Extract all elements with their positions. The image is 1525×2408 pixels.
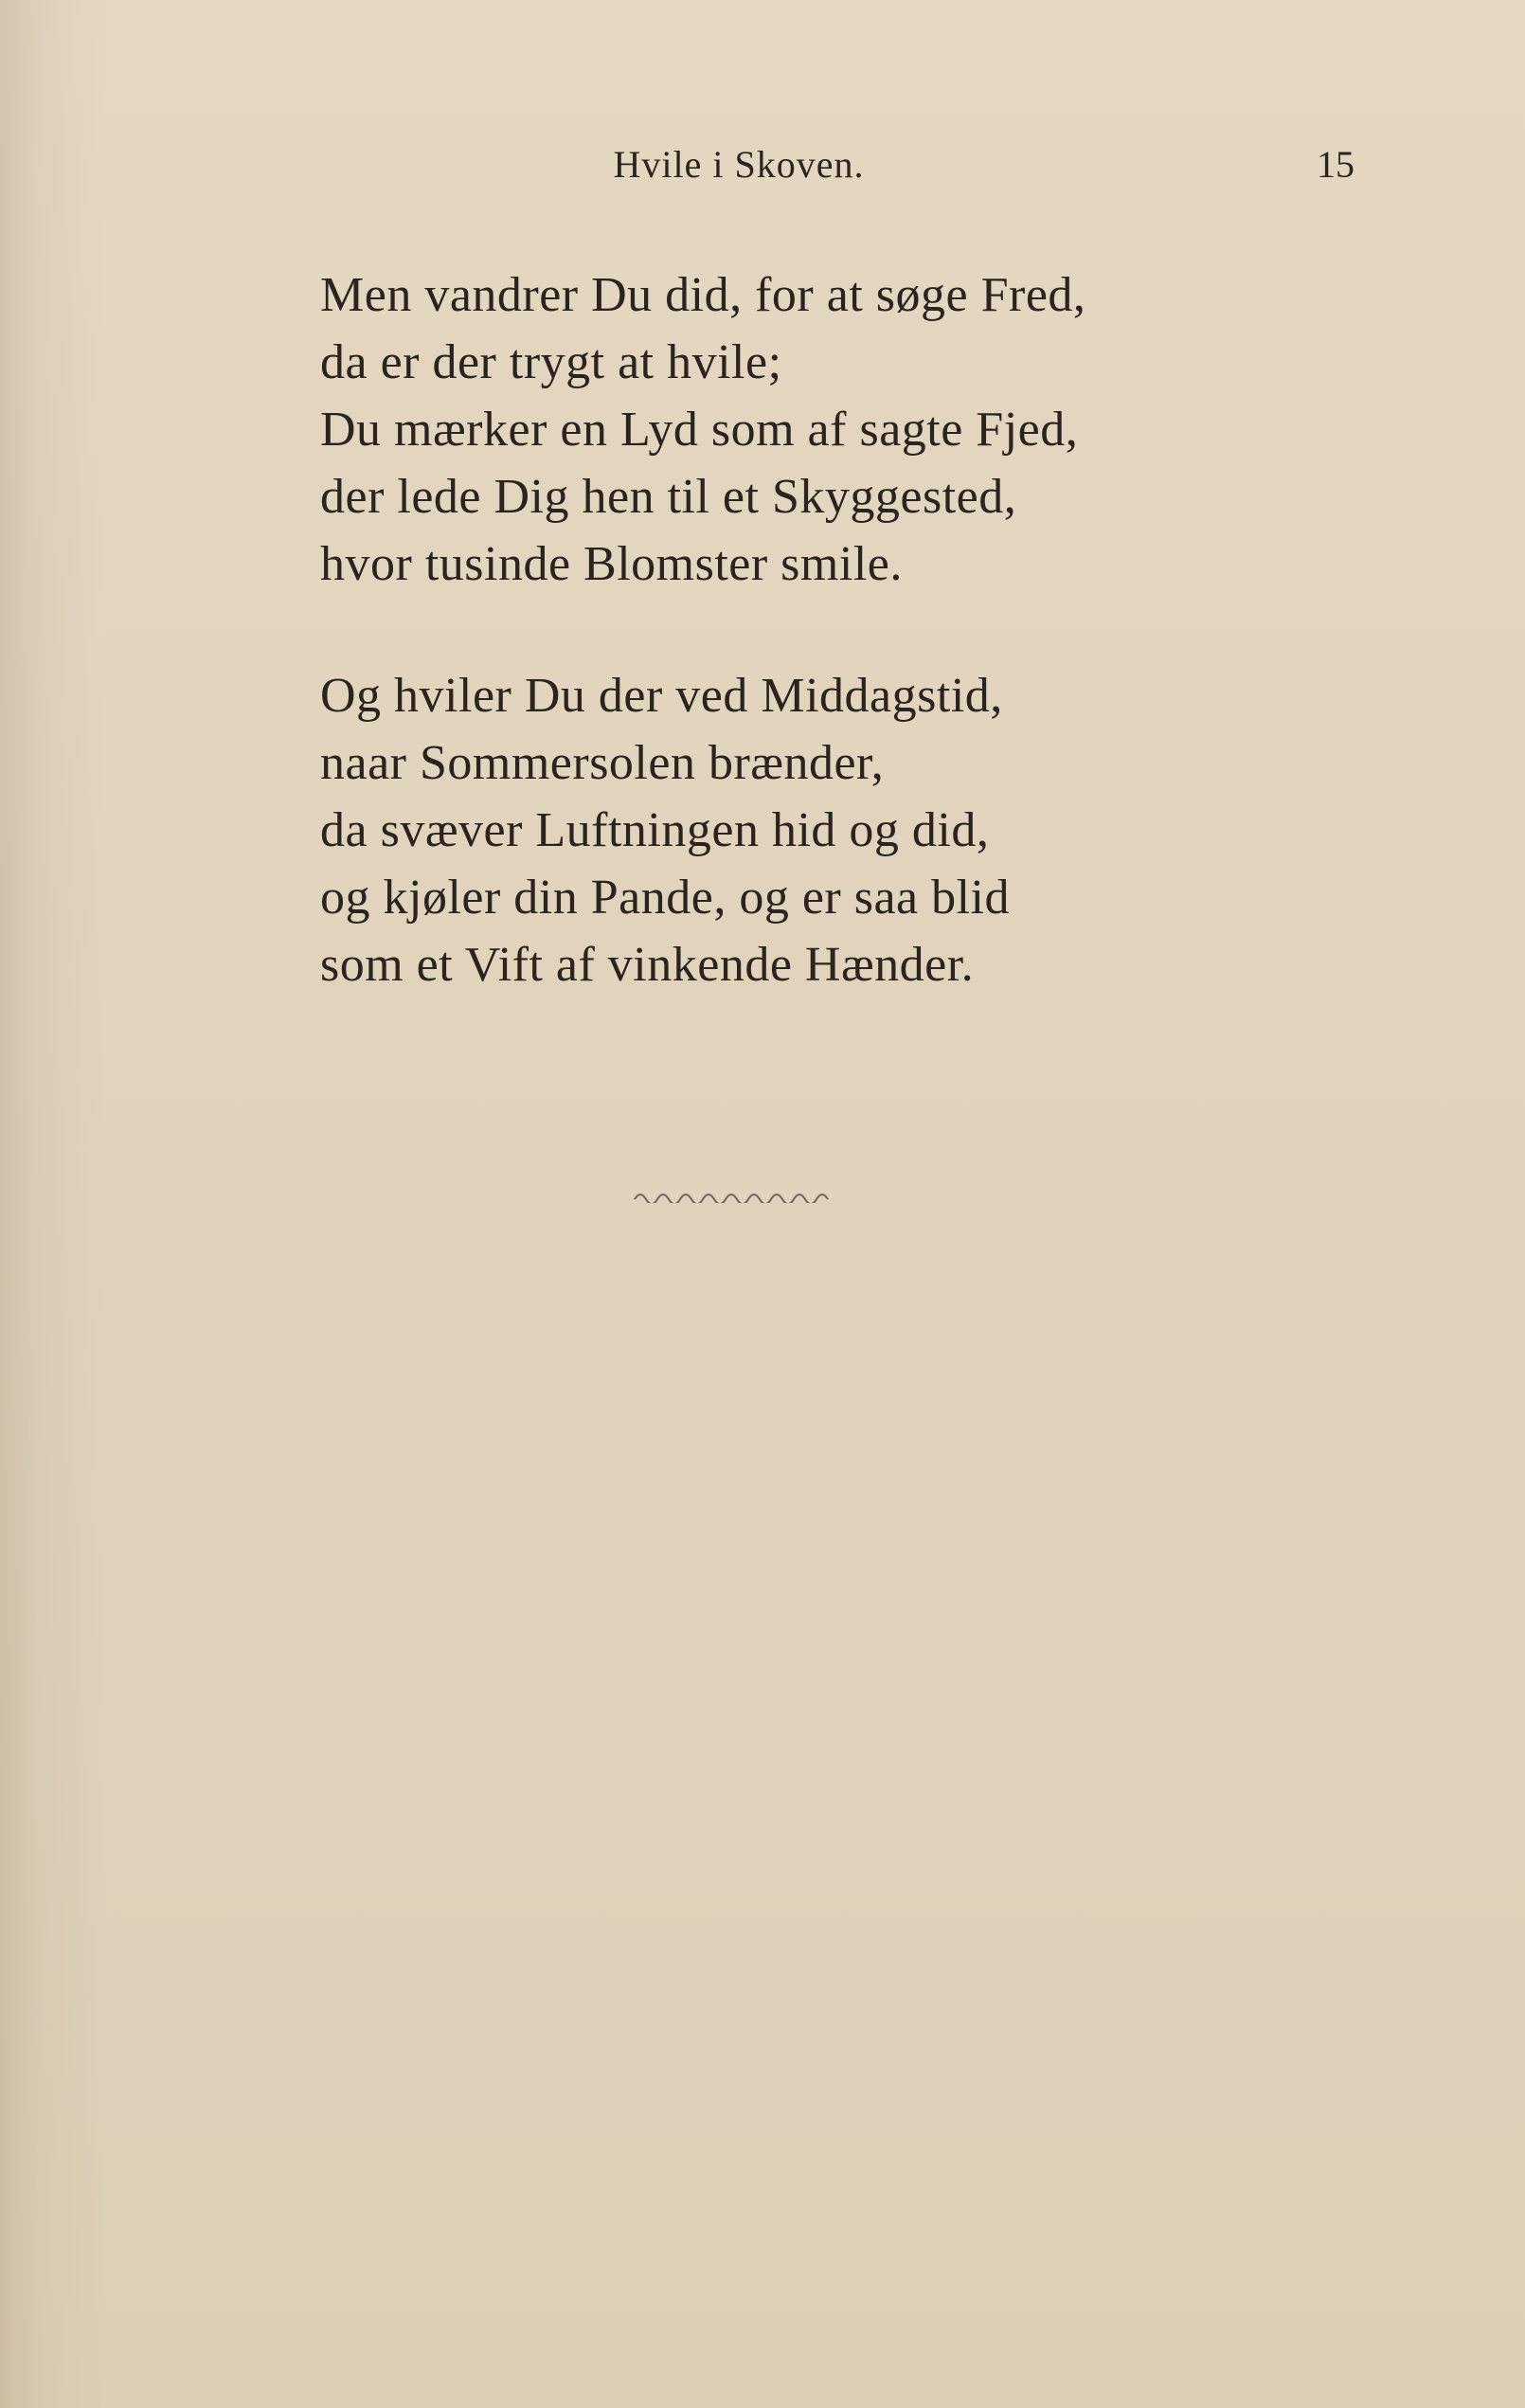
poem-line: og kjøler din Pande, og er saa blid bbox=[320, 871, 1011, 925]
poem-line: der lede Dig hen til et Skyggested, bbox=[320, 470, 1017, 524]
poem-line: Og hviler Du der ved Middagstid, bbox=[320, 669, 1003, 723]
poem-line: Men vandrer Du did, for at søge Fred, bbox=[320, 268, 1086, 322]
page-number: 15 bbox=[1317, 143, 1355, 186]
poem-line: som et Vift af vinkende Hænder. bbox=[320, 938, 975, 992]
stanza-2 bbox=[320, 662, 1362, 998]
poem-line: da er der trygt at hvile; bbox=[320, 335, 782, 389]
poem-line: Du mærker en Lyd som af sagte Fjed, bbox=[320, 403, 1079, 457]
running-title: Hvile i Skoven. bbox=[613, 143, 865, 186]
stanza-1 bbox=[320, 261, 1362, 598]
poem-line: naar Sommersolen brænder, bbox=[320, 736, 885, 790]
running-head bbox=[322, 142, 1355, 199]
poem-line: hvor tusinde Blomster smile. bbox=[320, 537, 903, 591]
poem-line: da svæver Luftningen hid og did, bbox=[320, 803, 990, 857]
wavy-rule-icon bbox=[633, 1188, 832, 1203]
poem bbox=[320, 261, 1362, 1063]
